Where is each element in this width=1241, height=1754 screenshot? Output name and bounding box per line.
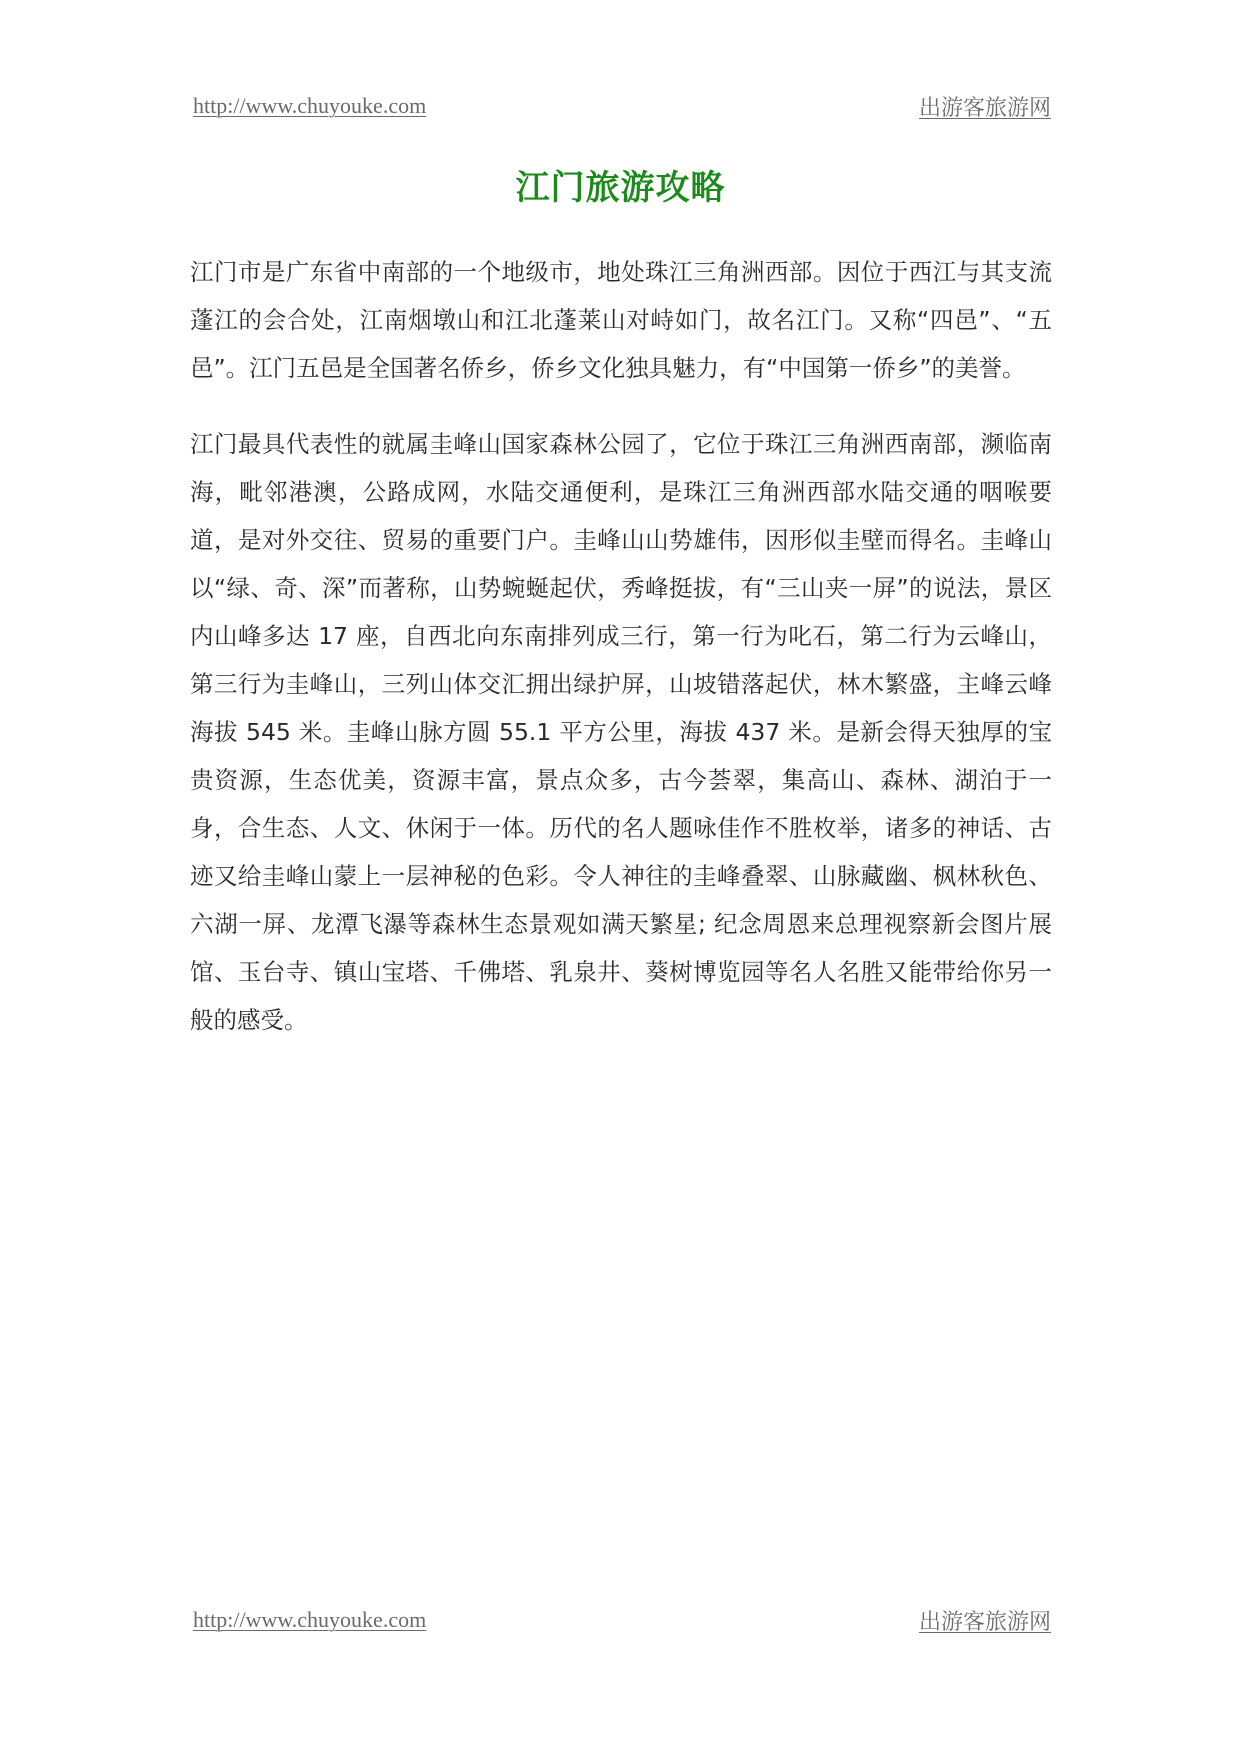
paragraph-intro: 江门市是广东省中南部的一个地级市，地处珠江三角洲西部。因位于西江与其支流蓬江的会合处，江南烟墩山和江北蓬莱山对峙如门，故名江门。又称“四邑”、“五邑”。江门五邑是全国著名侨乡，侨乡文化独具魅力，有“中国第一侨乡”的美誉。 — [190, 258, 1052, 382]
page-footer — [193, 1600, 1051, 1640]
header-url-link[interactable]: http://www.chuyouke.com — [193, 93, 427, 118]
footer-url-link[interactable]: http://www.chuyouke.com — [193, 1607, 427, 1632]
article-body — [190, 248, 1052, 1072]
footer-site-link[interactable]: 出游客旅游网 — [918, 1608, 1051, 1634]
page-header — [193, 86, 1051, 126]
paragraph-guifeng: 江门最具代表性的就属圭峰山国家森林公园了，它位于珠江三角洲西南部，濒临南海，毗邻港澳，公路成网，水陆交通便利，是珠江三角洲西部水陆交通的咽喉要道，是对外交往、贸易的重要门户。圭峰山山势雄伟，因形似圭壁而得名。圭峰山以“绿、奇、深”而著称，山势蜿蜒起伏，秀峰挺拔，有“三山夹一屏”的说法，景区内山峰多达 17 座，自西北向东南排列成三行，第一行为叱石，第二行为云峰山，第三行为圭峰山，三列山体交汇拥出绿护屏，山坡错落起伏，林木繁盛，主峰云峰海拔 545 米。圭峰山脉方圆 55.1 平方公里，海拔 437 米。是新会得天独厚的宝贵资源，生态优美，资源丰富，景点众多，古今荟翠，集高山、森林、湖泊于一身，合生态、人文、休闲于一体。历代的名人题咏佳作不胜枚举，诸多的神话、古迹又给圭峰山蒙上一层神秘的色彩。令人神往的圭峰叠翠、山脉藏幽、枫林秋色、六湖一屏、龙潭飞瀑等森林生态景观如满天繁星; 纪念周恩来总理视察新会图片展馆、玉台寺、镇山宝塔、千佛塔、乳泉井、葵树博览园等名人名胜又能带给你另一般的感受。 — [190, 430, 1052, 1034]
page-title: 江门旅游攻略 — [515, 168, 726, 208]
header-site-link[interactable]: 出游客旅游网 — [918, 94, 1051, 120]
